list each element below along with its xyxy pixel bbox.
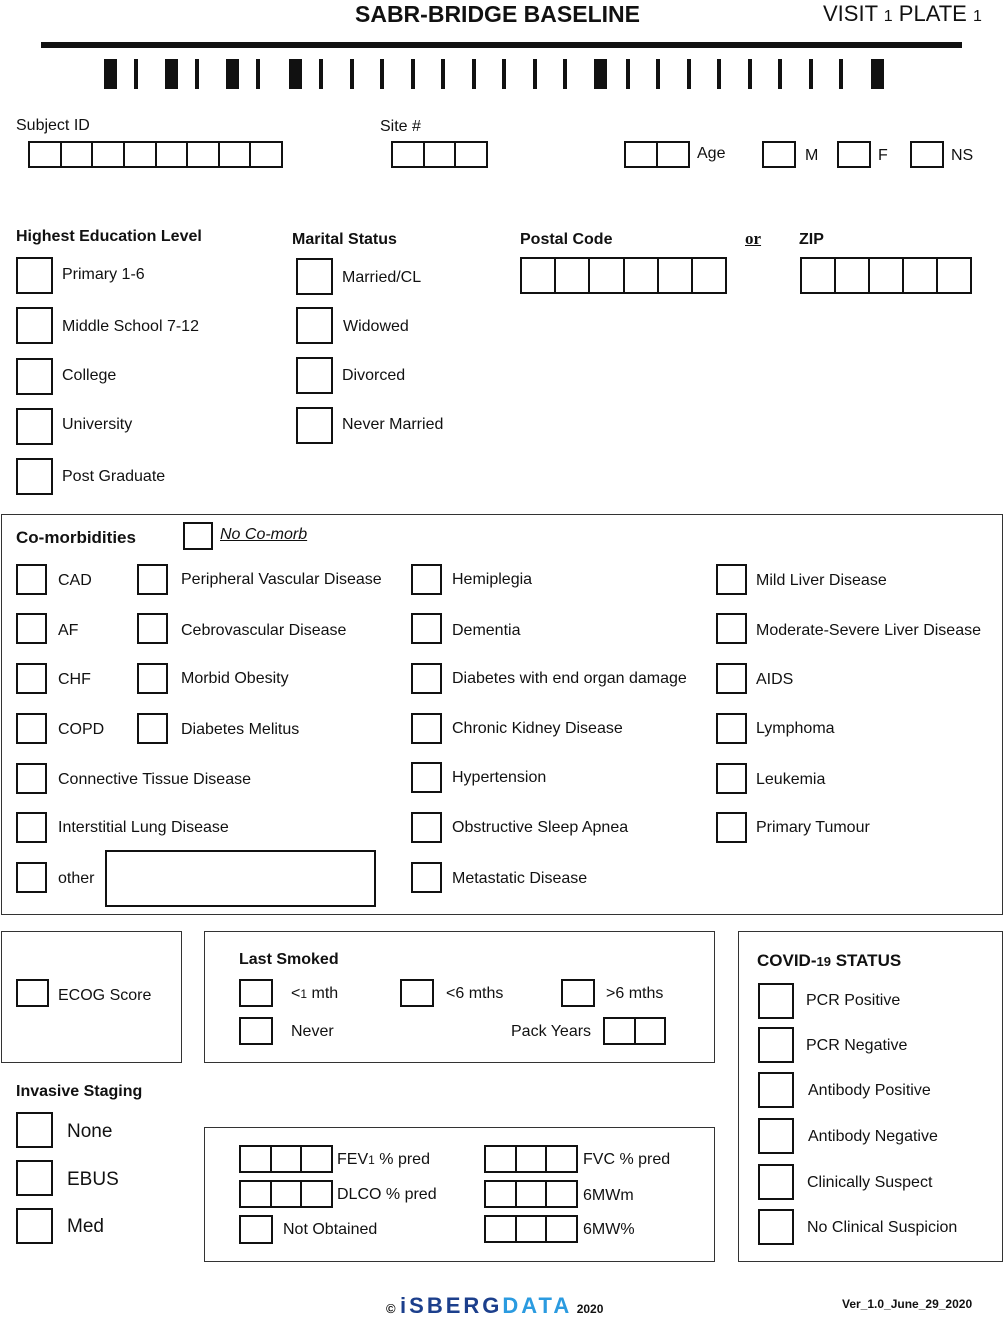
comorb-label: CAD <box>58 572 92 589</box>
smoking-title: Last Smoked <box>239 951 339 968</box>
staging-title: Invasive Staging <box>16 1083 143 1100</box>
smoked-lt6-checkbox[interactable] <box>400 979 434 1007</box>
education-primary-checkbox[interactable] <box>16 257 53 294</box>
fev1-label <box>337 1152 430 1168</box>
ecog-score-field[interactable] <box>16 979 49 1007</box>
education-title: Highest Education Level <box>16 228 202 245</box>
sex-ns-label: NS <box>951 147 974 164</box>
comorb-label: Cebrovascular Disease <box>181 622 347 639</box>
plate-number: 1 <box>972 8 982 25</box>
not-obtained-checkbox[interactable] <box>239 1215 273 1244</box>
comorb-label: Hemiplegia <box>452 571 533 588</box>
comorb-osa-checkbox[interactable] <box>411 812 442 843</box>
comorb-ctd-checkbox[interactable] <box>16 763 47 794</box>
comorb-leukemia-checkbox[interactable] <box>716 763 747 794</box>
education-option: Post Graduate <box>62 468 166 485</box>
comorb-label: COPD <box>58 721 105 738</box>
smoked-gt6-checkbox[interactable] <box>561 979 595 1007</box>
staging-ebus-checkbox[interactable] <box>16 1160 53 1196</box>
comorb-copd-checkbox[interactable] <box>16 713 47 744</box>
smoked-lt1-label <box>291 986 338 1002</box>
comorb-cvd-checkbox[interactable] <box>137 613 168 644</box>
pack-years-label: Pack Years <box>511 1023 592 1040</box>
comorb-dm-checkbox[interactable] <box>137 713 168 744</box>
marital-option: Divorced <box>342 367 406 384</box>
covid-title-suffix: STATUS <box>835 951 902 970</box>
staging-option: Med <box>67 1216 104 1237</box>
comorb-other-checkbox[interactable] <box>16 862 47 893</box>
age-label: Age <box>697 145 726 162</box>
site-field[interactable] <box>391 141 488 168</box>
comorb-htn-checkbox[interactable] <box>411 762 442 793</box>
comorb-metastatic-checkbox[interactable] <box>411 862 442 893</box>
comorb-mild-liver-checkbox[interactable] <box>716 564 747 595</box>
marital-never-checkbox[interactable] <box>296 407 333 444</box>
comorb-label: other <box>58 870 95 887</box>
smoked-never-checkbox[interactable] <box>239 1017 273 1045</box>
no-comorb-label: No Co-morb <box>220 526 308 543</box>
covid-ab-pos-checkbox[interactable] <box>758 1072 794 1108</box>
comorbidities-title: Co-morbidities <box>16 528 136 547</box>
sex-m-checkbox[interactable] <box>762 141 796 168</box>
staging-med-checkbox[interactable] <box>16 1208 53 1244</box>
smoked-lt1-checkbox[interactable] <box>239 979 273 1007</box>
6mwm-field[interactable] <box>484 1180 578 1208</box>
brand-logo-data: DATA <box>502 1293 573 1318</box>
comorb-label: Obstructive Sleep Apnea <box>452 819 629 836</box>
comorb-other-text-field[interactable] <box>105 850 376 907</box>
subject-id-label: Subject ID <box>16 117 90 134</box>
covid-option: Antibody Negative <box>808 1128 938 1145</box>
version-label: Ver_1.0_June_29_2020 <box>842 1297 973 1311</box>
smoked-lt6-label: <6 mths <box>446 985 504 1002</box>
marital-option: Widowed <box>343 318 409 335</box>
dlco-field[interactable] <box>239 1180 333 1208</box>
comorb-label: Chronic Kidney Disease <box>452 720 623 737</box>
fvc-label: FVC % pred <box>583 1151 671 1168</box>
education-option: Primary 1-6 <box>62 266 145 283</box>
zip-label: ZIP <box>799 231 824 248</box>
education-college-checkbox[interactable] <box>16 358 53 395</box>
copyright-symbol: © <box>386 1301 396 1316</box>
comorb-label: Diabetes Melitus <box>181 721 300 738</box>
comorb-label: Interstitial Lung Disease <box>58 819 229 836</box>
zip-field[interactable] <box>800 257 972 294</box>
fev1-field[interactable] <box>239 1145 333 1173</box>
smoked-lt1-unit: mth <box>311 985 339 1002</box>
no-comorb-checkbox[interactable] <box>183 522 213 550</box>
covid-pcr-neg-checkbox[interactable] <box>758 1027 794 1063</box>
fev1-label-suffix: % pred <box>379 1151 430 1168</box>
pack-years-field[interactable] <box>603 1017 666 1045</box>
comorb-label: Primary Tumour <box>756 819 870 836</box>
sex-m-label: M <box>805 147 819 164</box>
comorb-label: Dementia <box>452 622 521 639</box>
comorb-obesity-checkbox[interactable] <box>137 663 168 694</box>
postal-code-label: Postal Code <box>520 231 613 248</box>
age-field[interactable] <box>624 141 690 168</box>
smoked-lt1-prefix: < <box>291 985 301 1002</box>
marital-widowed-checkbox[interactable] <box>296 307 333 344</box>
comorb-label: Metastatic Disease <box>452 870 588 887</box>
comorb-label: Hypertension <box>452 769 547 786</box>
comorb-cad-checkbox[interactable] <box>16 564 47 595</box>
comorb-label: AF <box>58 622 79 639</box>
comorb-ckd-checkbox[interactable] <box>411 713 442 744</box>
covid-title-prefix: COVID- <box>757 951 817 970</box>
marital-divorced-checkbox[interactable] <box>296 357 333 394</box>
covid-option: No Clinical Suspicion <box>807 1219 958 1236</box>
education-option: University <box>62 416 133 433</box>
comorb-label: Moderate-Severe Liver Disease <box>756 622 981 639</box>
comorb-label: Connective Tissue Disease <box>58 771 251 788</box>
form-title: SABR-BRIDGE BASELINE <box>355 1 640 27</box>
or-label: or <box>745 229 762 248</box>
comorb-mod-liver-checkbox[interactable] <box>716 613 747 644</box>
comorb-primary-tumour-checkbox[interactable] <box>716 812 747 843</box>
covid-title <box>757 952 901 969</box>
comorb-hemiplegia-checkbox[interactable] <box>411 564 442 595</box>
plate-label: PLATE <box>898 1 967 26</box>
comorb-af-checkbox[interactable] <box>16 613 47 644</box>
dlco-label: DLCO % pred <box>337 1186 437 1203</box>
6mwm-label: 6MWm <box>583 1187 634 1204</box>
comorb-label: Morbid Obesity <box>181 670 289 687</box>
covid-option: Antibody Positive <box>808 1082 931 1099</box>
covid-suspect-checkbox[interactable] <box>758 1164 794 1200</box>
visit-label: VISIT <box>823 1 878 26</box>
postal-code-field[interactable] <box>520 257 727 294</box>
covid-no-suspicion-checkbox[interactable] <box>758 1209 794 1245</box>
smoked-lt1-number: 1 <box>300 987 308 1001</box>
sex-ns-checkbox[interactable] <box>910 141 944 168</box>
comorb-label: Peripheral Vascular Disease <box>181 571 382 588</box>
staging-option: None <box>67 1121 113 1142</box>
comorb-pvd-checkbox[interactable] <box>137 564 168 595</box>
header-rule <box>41 42 962 48</box>
sex-f-checkbox[interactable] <box>837 141 871 168</box>
comorb-label: Lymphoma <box>756 720 835 737</box>
fev1-label-prefix: FEV <box>337 1151 369 1168</box>
comorb-label: Leukemia <box>756 771 826 788</box>
comorb-lymphoma-checkbox[interactable] <box>716 713 747 744</box>
smoked-gt6-label: >6 mths <box>606 985 664 1002</box>
staging-none-checkbox[interactable] <box>16 1112 53 1148</box>
education-middle-checkbox[interactable] <box>16 307 53 344</box>
education-option: College <box>62 367 117 384</box>
marital-married-checkbox[interactable] <box>296 258 333 295</box>
comorb-chf-checkbox[interactable] <box>16 663 47 694</box>
footer-year: 2020 <box>576 1302 604 1316</box>
staging-option: EBUS <box>67 1169 119 1190</box>
education-postgrad-checkbox[interactable] <box>16 458 53 495</box>
covid-ab-neg-checkbox[interactable] <box>758 1118 794 1154</box>
subject-id-field[interactable] <box>28 141 283 168</box>
6mwp-label: 6MW% <box>583 1221 635 1238</box>
site-label: Site # <box>380 118 421 135</box>
education-university-checkbox[interactable] <box>16 408 53 445</box>
visit-plate-label <box>823 1 982 27</box>
marital-title: Marital Status <box>292 231 397 248</box>
comorb-label: CHF <box>58 671 91 688</box>
education-option: Middle School 7-12 <box>62 318 199 335</box>
6mwp-field[interactable] <box>484 1215 578 1243</box>
covid-pcr-pos-checkbox[interactable] <box>758 983 794 1019</box>
comorb-aids-checkbox[interactable] <box>716 663 747 694</box>
marital-option: Never Married <box>342 416 444 433</box>
fev1-label-subscript: 1 <box>368 1153 375 1167</box>
comorb-label: Mild Liver Disease <box>756 572 887 589</box>
visit-number: 1 <box>883 8 893 25</box>
covid-option: PCR Negative <box>806 1037 908 1054</box>
not-obtained-label: Not Obtained <box>283 1221 378 1238</box>
comorb-label: Diabetes with end organ damage <box>452 670 687 687</box>
fvc-field[interactable] <box>484 1145 578 1173</box>
comorb-ild-checkbox[interactable] <box>16 812 47 843</box>
marital-option: Married/CL <box>342 269 422 286</box>
sex-f-label: F <box>878 147 888 164</box>
covid-option: PCR Positive <box>806 992 901 1009</box>
brand-logo-isberg: iSBERG <box>400 1293 503 1318</box>
covid-option: Clinically Suspect <box>807 1174 933 1191</box>
covid-title-number: 19 <box>816 954 831 969</box>
comorb-label: AIDS <box>756 671 794 688</box>
comorb-dm-eod-checkbox[interactable] <box>411 663 442 694</box>
smoked-never-label: Never <box>291 1023 334 1040</box>
ecog-label: ECOG Score <box>58 987 152 1004</box>
comorb-dementia-checkbox[interactable] <box>411 613 442 644</box>
footer-brand <box>386 1293 603 1319</box>
